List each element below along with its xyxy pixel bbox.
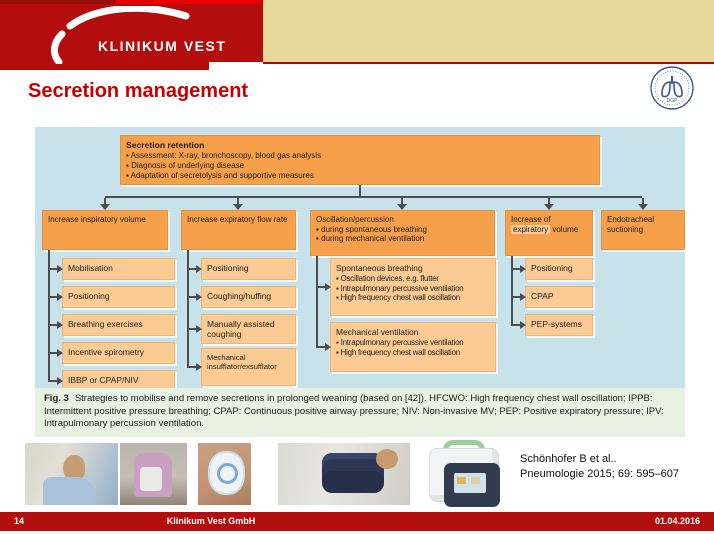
connector-arrow-down <box>642 198 644 204</box>
device-screen <box>454 473 486 493</box>
flow-bullet: ▪ Assessment: X-ray, bronchoscopy, blood gas analysis <box>126 151 594 161</box>
suction-device-closeup-photo <box>198 443 251 505</box>
flow-box-incentive-spirometry <box>62 342 175 364</box>
svg-text:DGP: DGP <box>666 98 678 104</box>
flow-box-title: Spontaneous breathing <box>336 263 423 273</box>
connector-vertical-line <box>316 256 318 348</box>
flow-box-label-highlighted: expiratory <box>513 224 549 234</box>
flow-box-secretion-retention <box>120 135 600 185</box>
flow-box-label-pre: Increase of <box>511 215 551 224</box>
flow-box-label: Increase expiratory flow rate <box>187 215 288 224</box>
flow-box-label: Incentive spirometry <box>68 347 145 357</box>
connector-arrow-down <box>401 198 403 204</box>
flow-box-mechanical-insufflator-exsufflator <box>201 348 296 386</box>
flow-bullet: ▪ High frequency chest wall oscillation <box>336 293 490 302</box>
citation-authors: Schönhofer B et al.. <box>520 453 617 465</box>
connector-arrow-down <box>548 198 550 204</box>
klinikum-vest-logo <box>36 6 227 64</box>
citation <box>520 452 679 483</box>
flow-box-positioning-1 <box>62 286 175 308</box>
figure-caption <box>35 388 685 437</box>
flow-box-spontaneous-breathing <box>330 258 496 316</box>
page-title: Secretion management <box>28 80 249 102</box>
flow-box-positioning-2 <box>201 258 296 280</box>
flow-box-label: Mobilisation <box>68 263 113 273</box>
flow-box-oscillation-percussion <box>310 210 495 256</box>
flow-box-cpap <box>525 286 593 308</box>
flow-box-label: PEP-systems <box>531 319 583 329</box>
flow-box-label: Oscillation/percussion <box>316 215 394 224</box>
dgp-logo-icon <box>650 66 694 110</box>
citation-journal: Pneumologie 2015; 69: 595–607 <box>520 468 680 481</box>
flow-bullet: ▪ Adaptation of secretolysis and supportive measures <box>126 171 594 181</box>
device-front-panel <box>444 463 500 507</box>
footer-bar <box>0 512 714 531</box>
connector-vertical-line <box>511 256 513 326</box>
vest-therapy-woman-photo <box>120 443 187 505</box>
flow-box-label: IBBP or CPAP/NIV <box>68 375 139 385</box>
logo-swoosh-icon <box>36 6 216 64</box>
footer-company: Klinikum Vest GmbH <box>166 516 256 526</box>
flow-bullet: ▪ Oscillation devices, e.g. flutter <box>336 274 490 283</box>
cough-assist-device-photo <box>421 438 508 508</box>
flow-bullet: ▪ Intrapulmonary percussive ventilation <box>336 338 490 347</box>
header-beige-band <box>263 0 714 62</box>
inhaler-patient-photo <box>25 443 118 505</box>
figure-caption-text: Strategies to mobilise and remove secretions in prolonged weaning (based on [42]). HFCWO: High frequency chest wall oscillation; IPPB: Intermittent positive pressure breathing; CPAP: Continuous positive airway pressure; NIV: Non-invasive MV; PEP: Positive expiratory pressure; IPV: Intrapulmonary percussion ventilation. <box>44 393 664 430</box>
flow-box-label: CPAP <box>531 291 554 301</box>
flow-box-label-post: volume <box>552 224 579 234</box>
connector-horizontal-line <box>105 196 642 198</box>
flow-box-breathing-exercises <box>62 314 175 336</box>
flow-box-mechanical-ventilation <box>330 322 496 372</box>
flow-bullet: ▪ during spontaneous breathing <box>316 225 489 235</box>
connector-arrow-down <box>237 198 239 204</box>
flow-bullet: ▪ High frequency chest wall oscillation <box>336 348 490 357</box>
footer-date: 01.04.2016 <box>654 516 700 526</box>
flow-box-label: Positioning <box>531 263 573 273</box>
logo-text: KLINIKUM VEST <box>98 38 227 54</box>
flow-bullet: ▪ during mechanical ventilation <box>316 234 489 244</box>
flow-box-positioning-3 <box>525 258 593 280</box>
flow-box-label: Positioning <box>68 291 110 301</box>
hfcwo-vest-patient-photo <box>278 443 410 505</box>
flow-box-label: Mechanical insufflator/exsufflator <box>207 353 277 372</box>
flow-box-mobilisation <box>62 258 175 280</box>
flow-box-label: Endotracheal suctioning <box>607 215 655 234</box>
flow-box-title: Mechanical ventilation <box>336 327 419 337</box>
flow-box-label: Coughing/huffing <box>207 291 272 301</box>
flow-box-manually-assisted-coughing <box>201 314 296 344</box>
device-body <box>429 448 499 502</box>
flow-box-increase-expiratory-flow-rate <box>181 210 296 250</box>
flow-box-increase-inspiratory-volume <box>42 210 168 250</box>
connector-stub <box>359 185 361 196</box>
flow-box-title: Secretion retention <box>126 140 205 150</box>
figure-panel <box>35 127 685 437</box>
footer-page-number: 14 <box>14 516 25 526</box>
flowchart <box>35 127 685 388</box>
flow-bullet: ▪ Diagnosis of underlying disease <box>126 161 594 171</box>
flow-box-coughing-huffing <box>201 286 296 308</box>
figure-caption-label: Fig. 3 <box>44 393 69 404</box>
flow-box-label: Increase inspiratory volume <box>48 215 146 224</box>
flow-box-label: Breathing exercises <box>68 319 143 329</box>
flow-box-label: Positioning <box>207 263 249 273</box>
flow-box-increase-of-expiratory-volume <box>505 210 593 256</box>
flow-bullet: ▪ Intrapulmonary percussive ventilation <box>336 284 490 293</box>
dgp-society-logo <box>650 66 694 110</box>
connector-arrow-down <box>104 198 106 204</box>
header-red-rule <box>263 62 714 64</box>
flow-box-label: Manually assisted coughing <box>207 319 275 340</box>
flow-box-endotracheal-suctioning <box>601 210 685 250</box>
flow-box-pep-systems <box>525 314 593 336</box>
